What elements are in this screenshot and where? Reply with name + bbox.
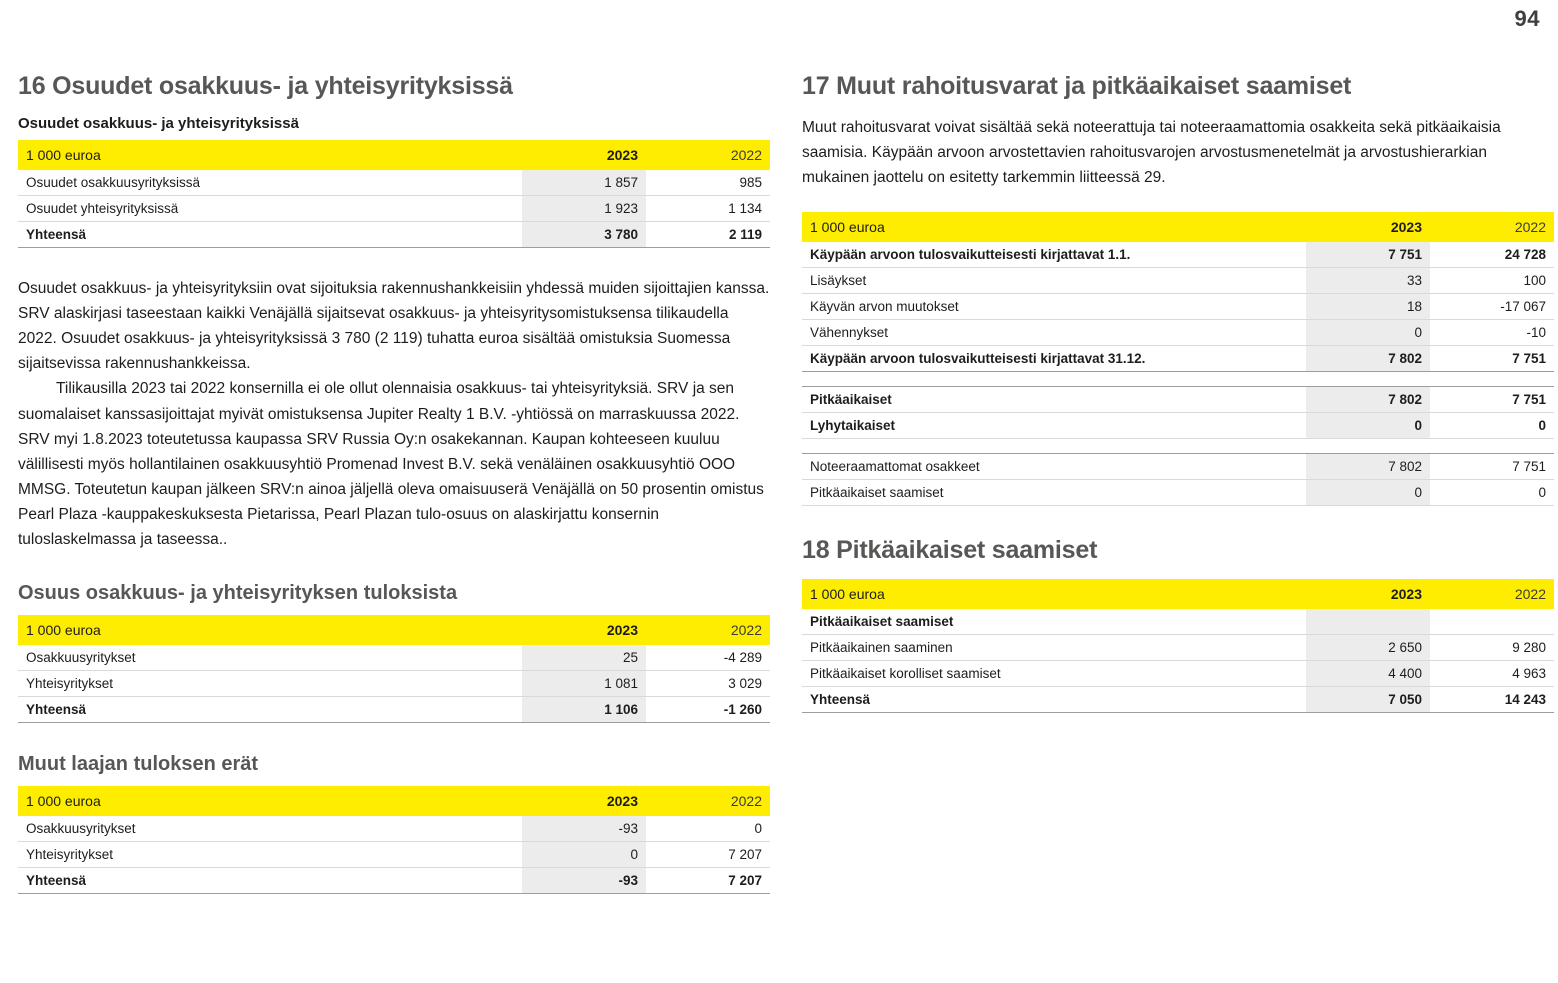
row-label: Pitkäaikainen saaminen — [802, 635, 1306, 661]
row-value-2023: 1 923 — [522, 196, 646, 222]
section-16-paragraph-2: Tilikausilla 2023 tai 2022 konsernilla ei ole ollut olennaisia osakkuus- tai yhteisyrityksiä. SRV ja sen suomalaiset kanssasijoittajat myivät omistuksensa Jupiter Realty 1 B.V. -yhtiössä on marraskuussa 2022. SRV myi 1.8.2023 toteutetussa kaupassa SRV Russia Oy:n osakekannan. Kaupan kohteeseen kuuluu välillisesti myös hollantilainen osakkuusyhtiö Promenad Invest B.V. sekä venäläinen osakkuusyhtiö OOO MMSG. Toteutetun kaupan jälkeen SRV:n ainoa jäljellä oleva omaisuuserä Venäjällä on 50 prosentin omistus Pearl Plaza -kauppakeskuksesta Pietarissa, Pearl Plazan tulo-osuus on alaskirjattu konsernin tuloslaskelmassa ja taseessa.. — [18, 380, 764, 549]
column-header-unit: 1 000 euroa — [26, 622, 101, 639]
row-label: Osuudet osakkuusyrityksissä — [18, 170, 522, 196]
left-column — [18, 72, 770, 894]
row-label: Lyhytaikaiset — [802, 413, 1306, 439]
table-row — [802, 413, 1554, 439]
row-value-2023: 0 — [1306, 413, 1430, 439]
row-value-2022: 3 029 — [646, 671, 770, 697]
column-header-year-2022: 2022 — [1514, 586, 1546, 603]
row-value-2022 — [1430, 609, 1554, 635]
row-value-2022: 2 119 — [646, 222, 770, 248]
row-label: Yhteensä — [18, 222, 522, 248]
row-label: Noteeraamattomat osakkeet — [802, 454, 1306, 480]
table-row — [802, 320, 1554, 346]
row-label: Pitkäaikaiset saamiset — [802, 609, 1306, 635]
column-header-year-2023: 2023 — [522, 615, 646, 645]
row-label: Osuudet yhteisyrityksissä — [18, 196, 522, 222]
row-value-2023 — [1306, 609, 1430, 635]
row-value-2022: 0 — [646, 816, 770, 842]
row-value-2023: 18 — [1306, 294, 1430, 320]
table-header-row — [802, 579, 1554, 609]
page-columns — [0, 72, 1558, 894]
row-value-2022: 985 — [646, 170, 770, 196]
column-header-unit: 1 000 euroa — [26, 793, 101, 810]
row-label: Vähennykset — [802, 320, 1306, 346]
table-total-row — [802, 687, 1554, 713]
row-value-2022: 7 207 — [646, 842, 770, 868]
table-total-row — [802, 346, 1554, 372]
row-label: Käypään arvoon tulosvaikutteisesti kirjattavat 1.1. — [802, 242, 1306, 268]
table-header-row — [18, 786, 770, 816]
column-header-year-2023: 2023 — [1306, 579, 1430, 609]
table-header-row — [802, 212, 1554, 242]
column-header-unit: 1 000 euroa — [26, 147, 101, 163]
page-number: 94 — [1514, 6, 1540, 31]
table-row — [18, 196, 770, 222]
section-16-subtitle: Osuudet osakkuus- ja yhteisyrityksissä — [18, 115, 299, 132]
row-value-2023: -93 — [522, 816, 646, 842]
row-label: Pitkäaikaiset — [802, 387, 1306, 413]
row-value-2023: 7 802 — [1306, 346, 1430, 372]
table-osuus-tuloksista — [18, 615, 770, 723]
row-value-2022: -10 — [1430, 320, 1554, 346]
row-value-2023: 1 106 — [522, 697, 646, 723]
row-value-2022: 7 751 — [1430, 387, 1554, 413]
profit-share-title: Osuus osakkuus- ja yhteisyrityksen tuloksista — [18, 582, 458, 605]
row-label: Pitkäaikaiset saamiset — [802, 480, 1306, 506]
table-row — [802, 387, 1554, 413]
table-header-row — [18, 140, 770, 170]
row-value-2023: 1 081 — [522, 671, 646, 697]
row-value-2023: 7 802 — [1306, 454, 1430, 480]
table-row — [802, 242, 1554, 268]
row-value-2023: -93 — [522, 868, 646, 894]
table-row — [802, 635, 1554, 661]
column-header-year-2023: 2023 — [1306, 212, 1430, 242]
row-label: Käyvän arvon muutokset — [802, 294, 1306, 320]
table-total-row — [18, 697, 770, 723]
row-value-2023: 7 751 — [1306, 242, 1430, 268]
row-value-2022: 1 134 — [646, 196, 770, 222]
section-16-title: 16 Osuudet osakkuus- ja yhteisyrityksissä — [18, 72, 513, 100]
row-label: Yhteensä — [802, 687, 1306, 713]
row-label: Yhteisyritykset — [18, 671, 522, 697]
column-header-unit: 1 000 euroa — [810, 219, 885, 236]
table-total-row — [18, 868, 770, 894]
table-header-row — [18, 615, 770, 645]
table-row — [802, 661, 1554, 687]
row-value-2023: 7 050 — [1306, 687, 1430, 713]
table-spacer-row — [802, 372, 1554, 387]
row-value-2023: 25 — [522, 645, 646, 671]
right-column — [802, 72, 1554, 894]
column-header-year-2022: 2022 — [730, 147, 762, 163]
row-value-2023: 33 — [1306, 268, 1430, 294]
table-muut-laajan-tuloksen-erat — [18, 786, 770, 894]
row-label: Osakkuusyritykset — [18, 645, 522, 671]
row-value-2022: -4 289 — [646, 645, 770, 671]
row-value-2023: 3 780 — [522, 222, 646, 248]
column-header-year-2022: 2022 — [730, 622, 762, 639]
table-row — [18, 842, 770, 868]
row-value-2022: 4 963 — [1430, 661, 1554, 687]
row-value-2022: 7 751 — [1430, 454, 1554, 480]
row-value-2023: 4 400 — [1306, 661, 1430, 687]
row-label: Yhteisyritykset — [18, 842, 522, 868]
table-row — [18, 671, 770, 697]
table-row — [802, 454, 1554, 480]
row-value-2022: 9 280 — [1430, 635, 1554, 661]
table-muut-rahoitusvarat — [802, 212, 1554, 506]
row-label: Yhteensä — [18, 868, 522, 894]
column-header-year-2022: 2022 — [730, 793, 762, 810]
section-18-title: 18 Pitkäaikaiset saamiset — [802, 536, 1098, 565]
row-value-2022: -17 067 — [1430, 294, 1554, 320]
row-label: Osakkuusyritykset — [18, 816, 522, 842]
table-row — [18, 170, 770, 196]
column-header-year-2022: 2022 — [1514, 219, 1546, 236]
table-total-row — [18, 222, 770, 248]
table-spacer-row — [802, 439, 1554, 454]
row-value-2022: 14 243 — [1430, 687, 1554, 713]
row-value-2023: 7 802 — [1306, 387, 1430, 413]
row-value-2022: -1 260 — [646, 697, 770, 723]
row-value-2022: 7 751 — [1430, 346, 1554, 372]
column-header-unit: 1 000 euroa — [810, 586, 885, 603]
table-row — [802, 480, 1554, 506]
row-label: Lisäykset — [802, 268, 1306, 294]
table-row — [18, 645, 770, 671]
row-label: Pitkäaikaiset korolliset saamiset — [802, 661, 1306, 687]
table-row — [18, 816, 770, 842]
section-16-paragraph-1: Osuudet osakkuus- ja yhteisyrityksiin ovat sijoituksia rakennushankkeisiin yhdessä muiden sijoittajien kanssa. SRV alaskirjasi taseestaan kaikki Venäjällä sijaitsevat osakkuus- ja yhteisyritysomistuksensa tilikaudella 2022. Osuudet osakkuus- ja yhteisyrityksissä 3 780 (2 119) tuhatta euroa sisältää omistuksia Suomessa sijaitsevissa rakennushankkeissa. — [18, 280, 770, 373]
table-pitkaaikaiset-saamiset — [802, 579, 1554, 713]
column-header-year-2023: 2023 — [522, 140, 646, 170]
row-value-2022: 24 728 — [1430, 242, 1554, 268]
column-header-year-2023: 2023 — [522, 786, 646, 816]
table-row — [802, 294, 1554, 320]
table-subhead-row — [802, 609, 1554, 635]
section-17-title: 17 Muut rahoitusvarat ja pitkäaikaiset saamiset — [802, 72, 1352, 100]
other-comprehensive-title: Muut laajan tuloksen erät — [18, 753, 259, 776]
row-value-2022: 0 — [1430, 413, 1554, 439]
row-value-2023: 0 — [522, 842, 646, 868]
row-value-2023: 1 857 — [522, 170, 646, 196]
row-value-2023: 0 — [1306, 480, 1430, 506]
table-row — [802, 268, 1554, 294]
row-value-2022: 0 — [1430, 480, 1554, 506]
row-value-2022: 100 — [1430, 268, 1554, 294]
row-label: Käypään arvoon tulosvaikutteisesti kirjattavat 31.12. — [802, 346, 1306, 372]
row-label: Yhteensä — [18, 697, 522, 723]
row-value-2023: 2 650 — [1306, 635, 1430, 661]
section-17-paragraph: Muut rahoitusvarat voivat sisältää sekä noteerattuja tai noteeraamattomia osakkeita sekä pitkäaikaisia saamisia. Käypään arvoon arvostettavien rahoitusvarojen arvostusmenetelmät ja arvostushierarkian mukainen jaottelu on esitetty tarkemmin liitteessä 29. — [802, 119, 1501, 187]
row-value-2023: 0 — [1306, 320, 1430, 346]
table-osuudet-osakkuus-yhteisyrityksissa — [18, 140, 770, 248]
row-value-2022: 7 207 — [646, 868, 770, 894]
